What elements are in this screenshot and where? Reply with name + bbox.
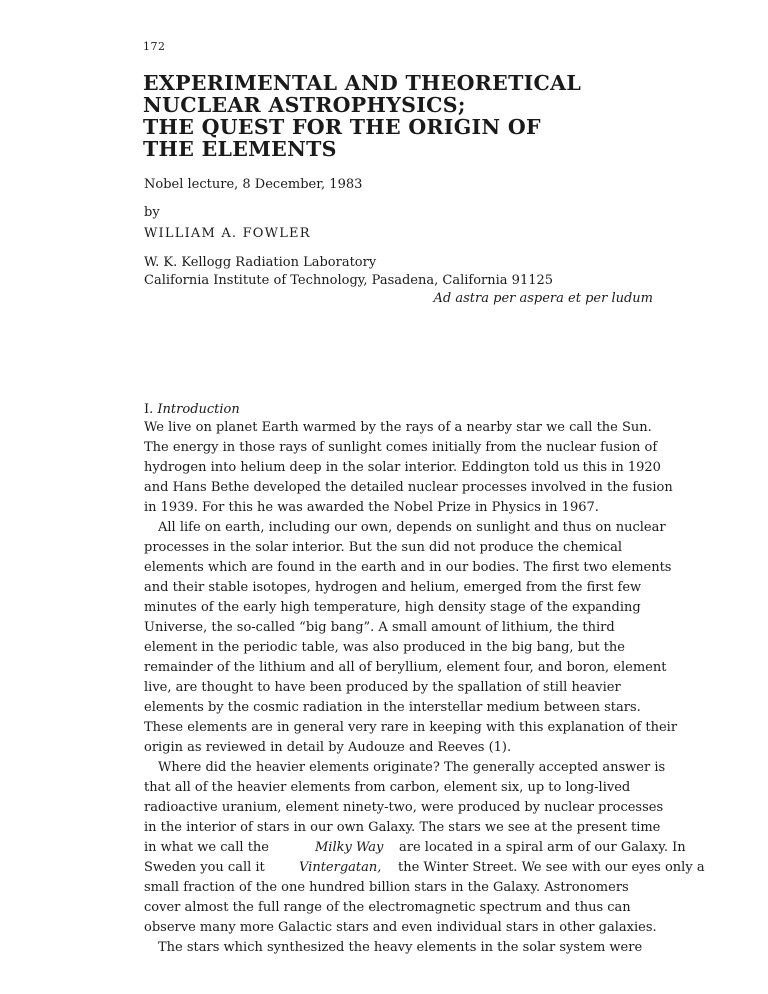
page-number: 172 (143, 40, 166, 53)
body-line: in the interior of stars in our own Galaxy. The stars we see at the present time (144, 820, 661, 835)
section-title: Introduction (157, 402, 240, 417)
body-line: live, are thought to have been produced by the spallation of still heavier (144, 680, 621, 695)
title-line: THE QUEST FOR THE ORIGIN OF (143, 115, 541, 139)
body-line: observe many more Galactic stars and even individual stars in other galaxies. (144, 920, 657, 935)
affiliation-lab: W. K. Kellogg Radiation Laboratory (144, 255, 377, 270)
body-line: origin as reviewed in detail by Audouze and Reeves (1). (144, 740, 512, 755)
lecture-line: Nobel lecture, 8 December, 1983 (144, 177, 363, 192)
author-name: WILLIAM A. FOWLER (144, 226, 311, 241)
by-line: by (144, 205, 160, 220)
body-line: and their stable isotopes, hydrogen and helium, emerged from the first few (144, 580, 642, 595)
section-number: I. (144, 402, 154, 417)
body-line: the Winter Street. We see with our eyes only a (398, 860, 705, 875)
motto: Ad astra per aspera et per ludum (433, 291, 653, 306)
body-line: The energy in those rays of sunlight comes initially from the nuclear fusion of (144, 440, 658, 455)
body-line: are located in a spiral arm of our Galaxy. In (399, 840, 686, 855)
body-line: in 1939. For this he was awarded the Nobel Prize in Physics in 1967. (144, 500, 599, 515)
body-line: element in the periodic table, was also produced in the big bang, but the (144, 640, 625, 655)
body-line: processes in the solar interior. But the sun did not produce the chemical (144, 540, 623, 555)
body-line-italic: Milky Way (315, 840, 384, 855)
section-heading (144, 402, 240, 417)
body-line: small fraction of the one hundred billion stars in the Galaxy. Astronomers (144, 880, 629, 895)
body-line: in what we call the (144, 840, 269, 855)
title-line: THE ELEMENTS (143, 137, 337, 161)
body-line-italic: Vintergatan, (299, 860, 382, 875)
body-line: Where did the heavier elements originate? The generally accepted answer is (158, 760, 666, 775)
body-line: radioactive uranium, element ninety-two, were produced by nuclear processes (144, 800, 664, 815)
body-line: elements by the cosmic radiation in the interstellar medium between stars. (144, 700, 641, 715)
body-line: cover almost the full range of the electromagnetic spectrum and thus can (144, 900, 631, 915)
body-line: All life on earth, including our own, depends on sunlight and thus on nuclear (158, 520, 666, 535)
body-line: elements which are found in the earth and in our bodies. The first two elements (144, 560, 672, 575)
body-line: We live on planet Earth warmed by the rays of a nearby star we call the Sun. (144, 420, 652, 435)
body-line: Sweden you call it (144, 860, 265, 875)
body-line: The stars which synthesized the heavy elements in the solar system were (158, 940, 643, 955)
affiliation-institute: California Institute of Technology, Pasadena, California 91125 (144, 273, 554, 288)
body-line: These elements are in general very rare in keeping with this explanation of their (144, 720, 678, 735)
title-line: EXPERIMENTAL AND THEORETICAL (143, 71, 582, 95)
body-line: Universe, the so-called “big bang”. A small amount of lithium, the third (144, 620, 615, 635)
body-line: and Hans Bethe developed the detailed nuclear processes involved in the fusion (144, 480, 673, 495)
body-line: remainder of the lithium and all of beryllium, element four, and boron, element (144, 660, 667, 675)
body-line: that all of the heavier elements from carbon, element six, up to long-lived (144, 780, 631, 795)
body-line: minutes of the early high temperature, high density stage of the expanding (144, 600, 641, 615)
title-line: NUCLEAR ASTROPHYSICS; (143, 93, 466, 117)
body-line: hydrogen into helium deep in the solar interior. Eddington told us this in 1920 (144, 460, 661, 475)
